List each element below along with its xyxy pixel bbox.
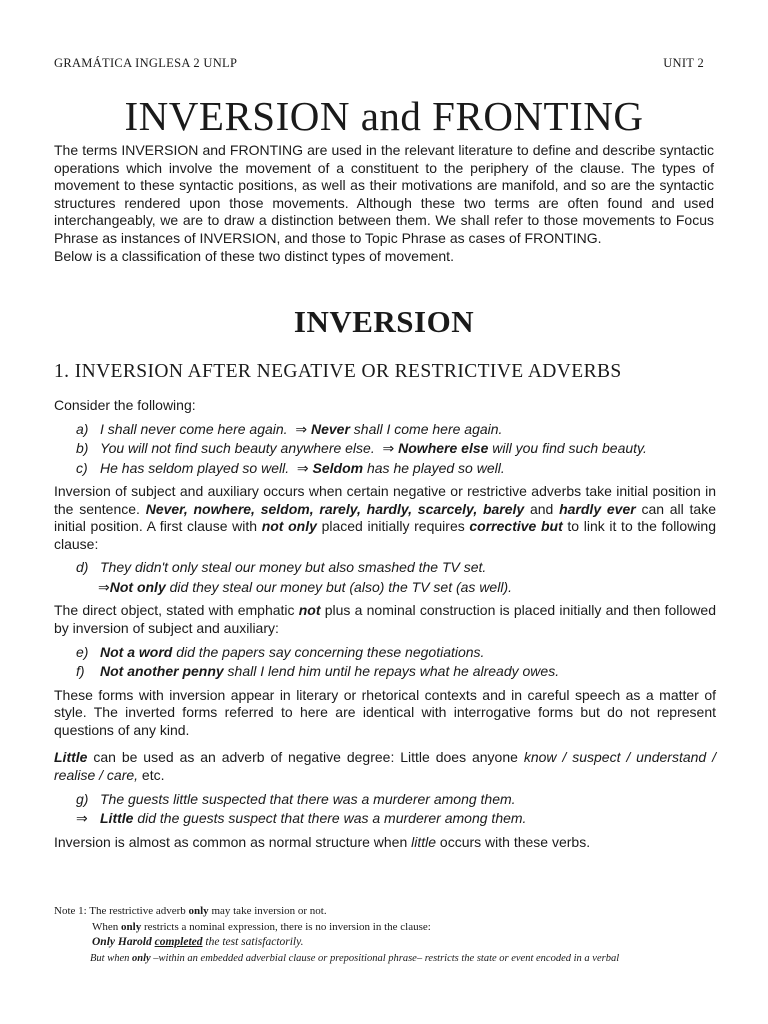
example-rest: did the papers say concerning these negotiations. <box>172 643 485 660</box>
example-sentence: They didn't only steal our money but also smashed the TV set. <box>100 559 487 576</box>
example-label: e) <box>76 643 89 660</box>
text-run: placed initially requires <box>316 518 470 535</box>
text-run: can all take initial position. A first clause with <box>54 500 717 535</box>
italic-run: little <box>411 833 437 850</box>
emphasis-run: Never, nowhere, seldom, rarely, hardly, scarcely, barely <box>145 500 525 517</box>
emphasis-run: only <box>121 920 142 933</box>
example-g <box>76 790 716 829</box>
emphasis-run: Little <box>54 749 88 766</box>
example-label: a) <box>76 420 89 437</box>
text-run: and <box>524 500 560 517</box>
arrow-icon: ⇒ <box>296 459 309 476</box>
example-item <box>76 643 716 663</box>
example-label: c) <box>76 459 88 476</box>
intro-paragraph: The terms INVERSION and FRONTING are used in the relevant literature to define and describe syntactic operations which involve the movement of a constituent to the periphery of the clause. The types of movement to these syntactic positions, as well as their motivations are manifold, and so are the syntactic structures rendered upon those movements. Although these two terms are often found and used interchangeably, we are to draw a distinction between them. We shall refer to those movements to Focus Phrase as instances of INVERSION, and those to Topic Phrase as cases of FRONTING. <box>54 142 714 246</box>
note-line <box>90 951 714 967</box>
page-title: INVERSION and FRONTING <box>124 93 644 139</box>
text-run: to link it to the following clause: <box>54 518 716 552</box>
emphasis-run: completed <box>154 936 203 949</box>
example-sentence: You will not find such beauty anywhere else. <box>100 440 375 457</box>
example-bold: Little <box>100 810 134 827</box>
text-run: plus a nominal construction is placed initially and then followed by inversion of subject and auxiliary: <box>54 602 716 637</box>
section-content <box>54 397 716 851</box>
example-bold: Seldom <box>312 459 364 476</box>
emphasis-run: only <box>132 952 151 964</box>
direct-object-paragraph <box>54 602 716 637</box>
common-paragraph <box>54 834 716 852</box>
example-item <box>76 420 716 440</box>
header-course: GRAMÁTICA INGLESA 2 UNLP <box>54 56 238 70</box>
little-paragraph <box>54 749 716 784</box>
example-rest: did the guests suspect that there was a murderer among them. <box>133 810 527 827</box>
section-subheading: 1. INVERSION AFTER NEGATIVE OR RESTRICTIVE ADVERBS <box>54 361 622 382</box>
text-run: When <box>92 920 122 933</box>
example-bold: Not a word <box>100 643 173 660</box>
emphasis-run: corrective but <box>469 518 563 535</box>
emphasis-run: only <box>188 905 209 917</box>
example-label: d) <box>76 559 89 576</box>
example-sentence: I shall never come here again. <box>100 420 288 437</box>
italic-run: know / suspect / understand / realise / care, <box>54 749 717 784</box>
arrow-icon: ⇒ <box>98 578 110 595</box>
arrow-icon: ⇒ <box>295 420 308 437</box>
examples-abc <box>76 420 716 479</box>
consider-text: Consider the following: <box>54 397 196 413</box>
example-bold: Nowhere else <box>398 440 489 457</box>
emphasis-run: not <box>298 602 321 619</box>
example-sentence: The guests little suspected that there was a murderer among them. <box>100 790 516 807</box>
note-line <box>54 904 714 920</box>
section-heading: INVERSION <box>293 304 475 339</box>
example-rest: will you find such beauty. <box>488 440 647 457</box>
note-line <box>92 920 714 936</box>
example-bold: Not another penny <box>100 663 224 680</box>
example-d <box>76 558 716 597</box>
intro-classification: Below is a classification of these two distinct types of movement. <box>54 247 454 264</box>
example-bold: Not only <box>109 578 166 595</box>
text-run: Inversion is almost as common as normal structure when <box>54 833 412 850</box>
example-bold: Never <box>310 420 350 437</box>
example-item <box>76 790 716 810</box>
example-label: g) <box>76 790 89 807</box>
text-run: Note 1: The restrictive adverb <box>54 905 189 917</box>
example-text <box>100 662 559 682</box>
text-run: the test satisfactorily. <box>202 936 304 949</box>
forms-paragraph: These forms with inversion appear in literary or rhetorical contexts and in careful speech as a matter of style. The inverted forms referred to here are identical with interrogative forms but do not represent questions of any kind. <box>54 686 716 738</box>
text-run: restricts a nominal expression, there is no inversion in the clause: <box>141 920 431 933</box>
example-rest: shall I come here again. <box>349 420 503 437</box>
emphasis-run: not only <box>261 518 317 535</box>
example-rest: has he played so well. <box>363 459 505 476</box>
example-text <box>100 459 505 479</box>
emphasis-run: Only Harold <box>92 936 152 949</box>
example-item <box>76 662 716 682</box>
example-label: f) <box>76 663 85 680</box>
header-unit: UNIT 2 <box>663 56 704 70</box>
text-run: The direct object, stated with emphatic <box>54 602 299 619</box>
example-text <box>100 809 526 829</box>
examples-ef <box>76 643 716 682</box>
text-run: But when <box>90 952 132 964</box>
example-inverted <box>76 809 716 829</box>
text-run: –within an embedded adverbial clause or prepositional phrase– restricts the state or event encoded in a verbal <box>150 952 620 964</box>
example-label: b) <box>76 440 89 457</box>
emphasis-run: hardly ever <box>559 500 636 517</box>
example-sentence: He has seldom played so well. <box>100 459 290 476</box>
note-line <box>92 935 714 951</box>
example-rest: did they steal our money but (also) the TV set (as well). <box>165 578 512 595</box>
footnote <box>54 904 714 966</box>
example-text <box>100 420 502 440</box>
example-rest: shall I lend him until he repays what he already owes. <box>223 663 560 680</box>
intro-section <box>54 142 714 265</box>
example-item <box>76 558 716 578</box>
example-item <box>76 439 716 459</box>
text-run: can be used as an adverb of negative degree: Little does anyone <box>87 749 524 766</box>
example-text <box>100 643 484 663</box>
example-item <box>76 459 716 479</box>
example-inverted <box>98 578 716 598</box>
arrow-icon: ⇒ <box>76 810 88 827</box>
inversion-paragraph <box>54 483 716 553</box>
arrow-icon: ⇒ <box>382 440 395 457</box>
text-run: may take inversion or not. <box>208 905 327 917</box>
example-text <box>100 439 647 459</box>
text-run: etc. <box>138 767 165 784</box>
text-run: occurs with these verbs. <box>436 833 591 850</box>
text-run: Inversion of subject and auxiliary occurs when certain negative or restrictive adverbs take initial position in the sentence. <box>54 483 716 517</box>
